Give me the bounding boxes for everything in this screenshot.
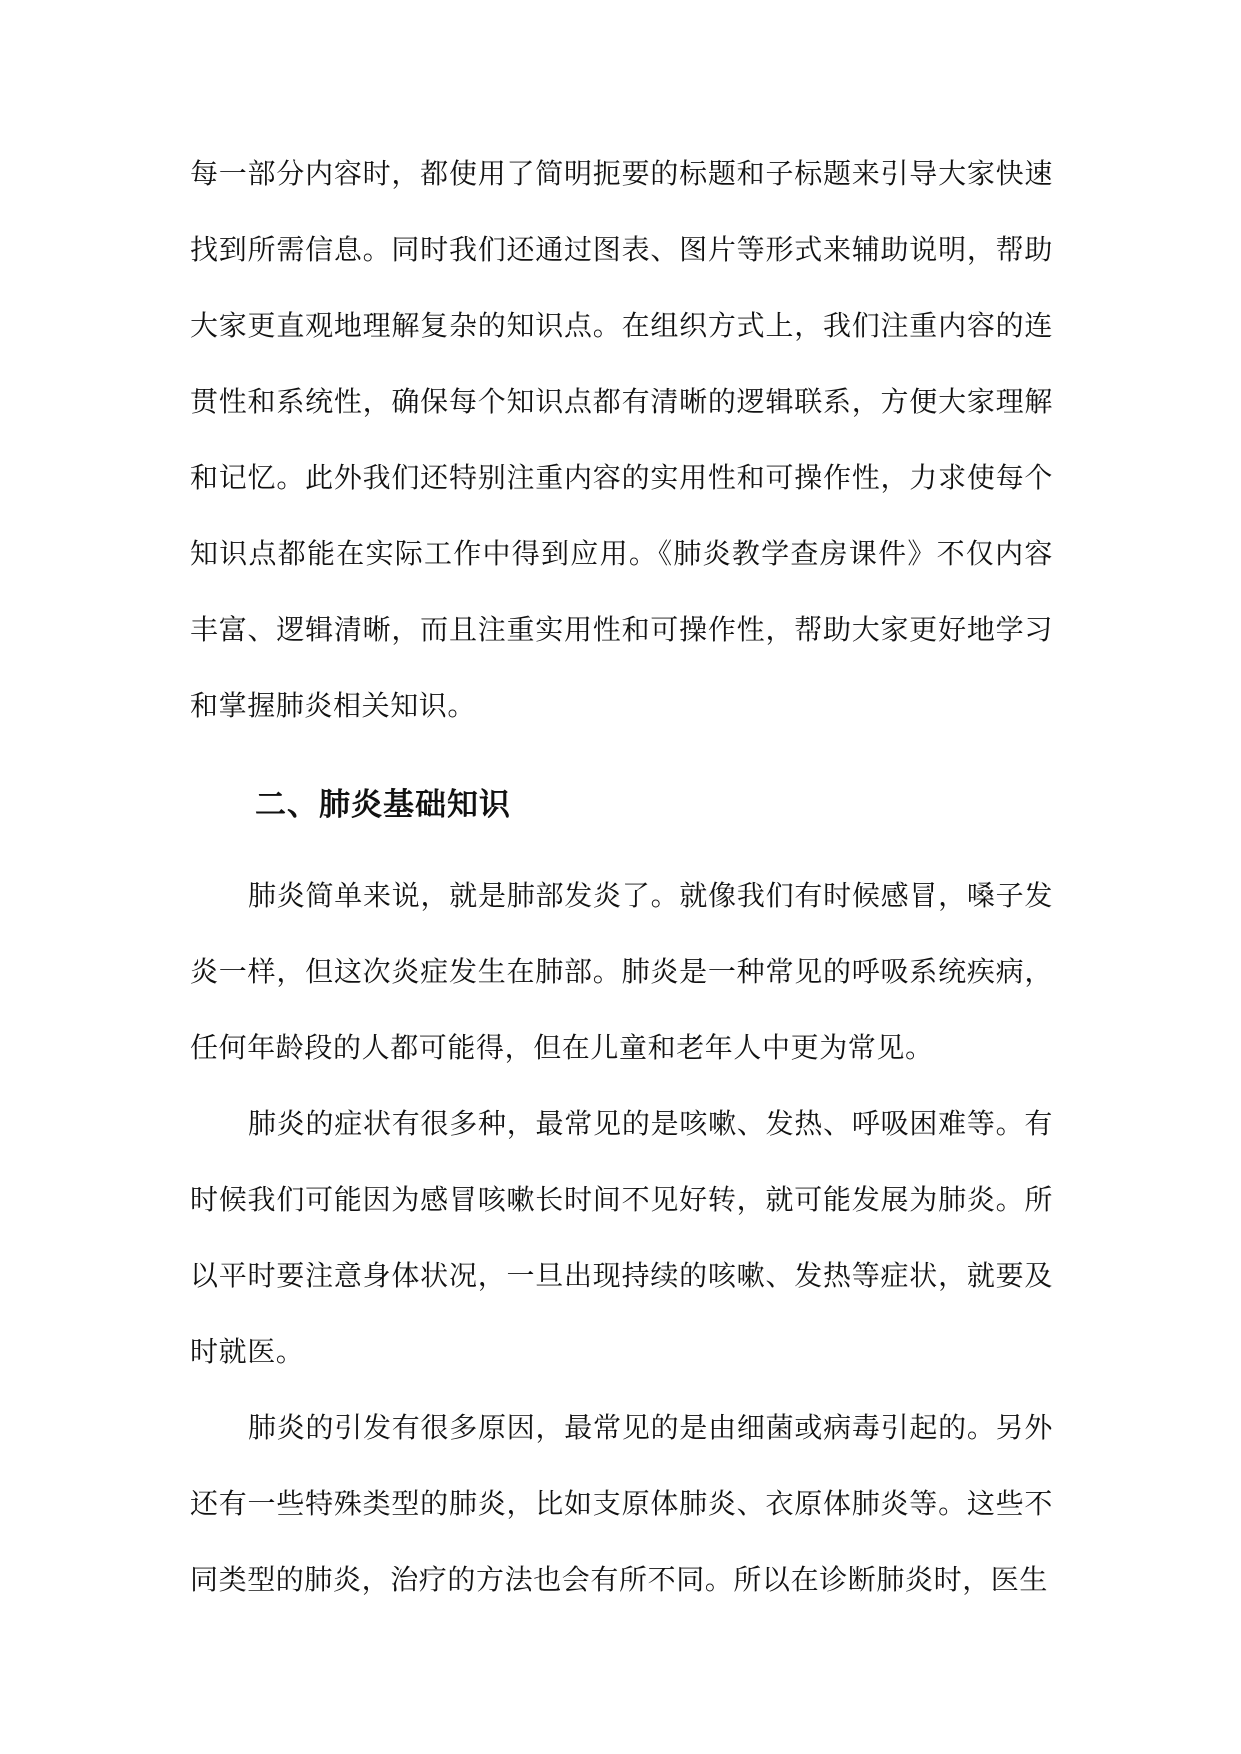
- paragraph-pneumonia-symptoms: 肺炎的症状有很多种，最常见的是咳嗽、发热、呼吸困难等。有时候我们可能因为感冒咳嗽长时间不见好转，就可能发展为肺炎。所以平时要注意身体状况，一旦出现持续的咳嗽、发热等症状，就要及时就医。: [190, 1107, 1053, 1368]
- intro-paragraph: 每一部分内容时，都使用了简明扼要的标题和子标题来引导大家快速找到所需信息。同时我们还通过图表、图片等形式来辅助说明，帮助大家更直观地理解复杂的知识点。在组织方式上，我们注重内容的连贯性和系统性，确保每个知识点都有清晰的逻辑联系，方便大家理解和记忆。此外我们还特别注重内容的实用性和可操作性，力求使每个知识点都能在实际工作中得到应用。《肺炎教学查房课件》不仅内容丰富、逻辑清晰，而且注重实用性和可操作性，帮助大家更好地学习和掌握肺炎相关知识。: [190, 157, 1053, 722]
- paragraph-pneumonia-definition: 肺炎简单来说，就是肺部发炎了。就像我们有时候感冒，嗓子发炎一样，但这次炎症发生在肺部。肺炎是一种常见的呼吸系统疾病，任何年龄段的人都可能得，但在儿童和老年人中更为常见。: [190, 879, 1053, 1064]
- paragraph-pneumonia-causes: 肺炎的引发有很多原因，最常见的是由细菌或病毒引起的。另外还有一些特殊类型的肺炎，比如支原体肺炎、衣原体肺炎等。这些不同类型的肺炎，治疗的方法也会有所不同。所以在诊断肺炎时，医生: [190, 1411, 1053, 1596]
- section-heading: 二、肺炎基础知识: [255, 787, 511, 823]
